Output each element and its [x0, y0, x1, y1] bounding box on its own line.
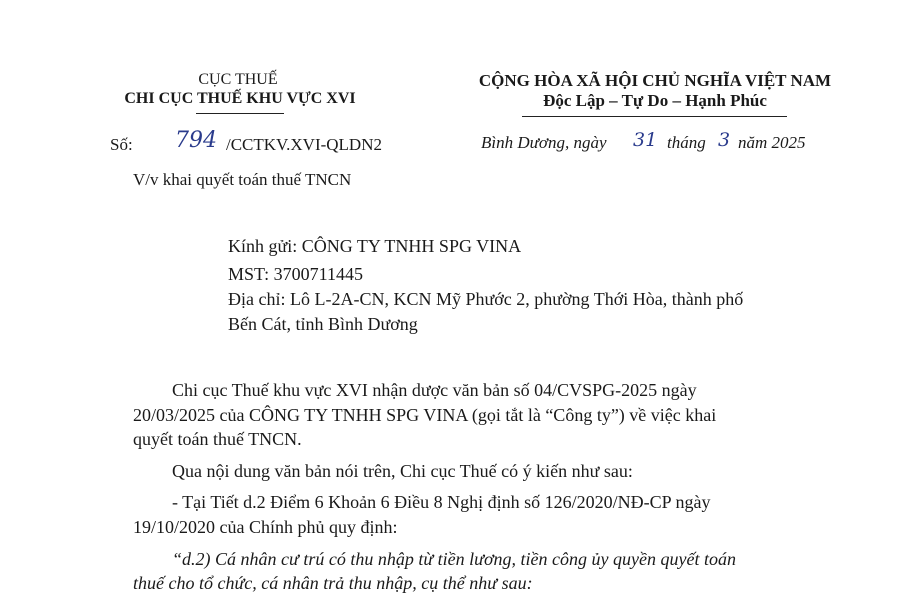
- body-paragraph-2: Qua nội dung văn bản nói trên, Chi cục Thuế có ý kiến như sau:: [172, 461, 633, 481]
- quote-line-1: “d.2) Cá nhân cư trú có thu nhập từ tiền lương, tiền công ủy quyền quyết toán: [172, 549, 736, 569]
- recipient-name: Kính gửi: CÔNG TY TNHH SPG VINA: [228, 236, 522, 256]
- document-subject: V/v khai quyết toán thuế TNCN: [133, 170, 352, 189]
- document-number-handwritten: 794: [175, 128, 217, 153]
- agency-parent: CỤC THUẾ: [198, 71, 278, 88]
- date-year: năm 2025: [738, 133, 806, 152]
- recipient-address-line2: Bến Cát, tỉnh Bình Dương: [228, 314, 418, 334]
- motto-underline: [522, 116, 787, 117]
- body-paragraph-1-line-3: quyết toán thuế TNCN.: [133, 429, 302, 449]
- recipient-tax-code: MST: 3700711445: [228, 264, 363, 284]
- agency-underline: [196, 113, 284, 114]
- body-paragraph-1-line-2: 20/03/2025 của CÔNG TY TNHH SPG VINA (gọi tắt là “Công ty”) về việc khai: [133, 405, 717, 425]
- body-paragraph-3-line-1: - Tại Tiết d.2 Điểm 6 Khoản 6 Điều 8 Nghị định số 126/2020/NĐ-CP ngày: [172, 492, 711, 512]
- quote-line-2: thuế cho tổ chức, cá nhân trả thu nhập, cụ thể như sau:: [133, 573, 533, 593]
- date-month-handwritten: 3: [718, 129, 731, 151]
- agency-name: CHI CỤC THUẾ KHU VỰC XVI: [124, 90, 356, 107]
- body-paragraph-3-line-2: 19/10/2020 của Chính phủ quy định:: [133, 517, 398, 537]
- national-title: CỘNG HÒA XÃ HỘI CHỦ NGHĨA VIỆT NAM: [478, 71, 832, 90]
- document-number-suffix: /CCTKV.XVI-QLDN2: [226, 135, 382, 154]
- date-month-label: tháng: [667, 133, 706, 152]
- document-number-label: Số:: [110, 135, 133, 154]
- national-motto: Độc Lập – Tự Do – Hạnh Phúc: [543, 91, 767, 110]
- body-paragraph-1-line-1: Chi cục Thuế khu vực XVI nhận dược văn bản số 04/CVSPG-2025 ngày: [172, 380, 697, 400]
- recipient-address-line1: Địa chỉ: Lô L-2A-CN, KCN Mỹ Phước 2, phường Thới Hòa, thành phố: [228, 289, 744, 309]
- date-day-handwritten: 31: [633, 129, 658, 151]
- date-place: Bình Dương, ngày: [481, 133, 607, 152]
